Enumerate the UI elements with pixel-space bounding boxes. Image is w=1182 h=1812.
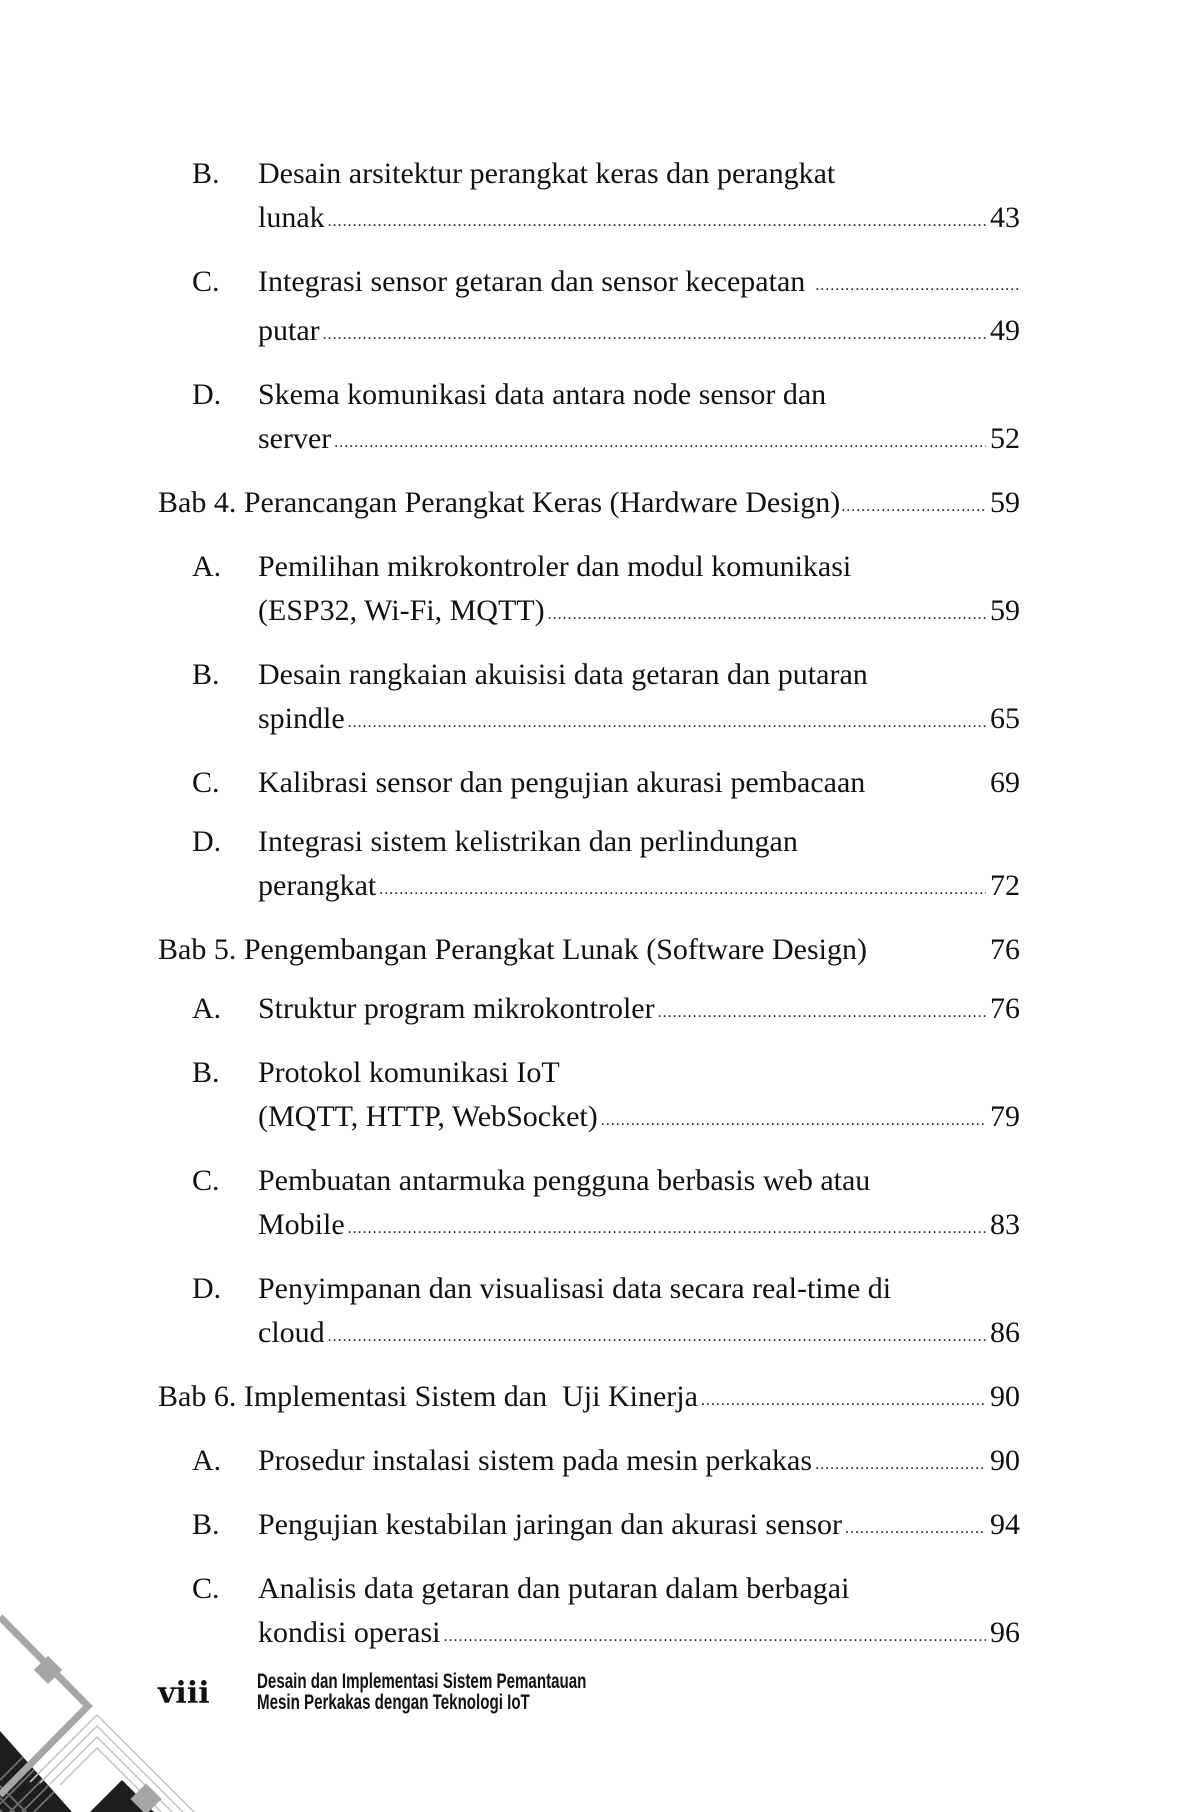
- dot-leader: [328, 200, 986, 244]
- page-number: 76: [990, 992, 1020, 1025]
- page-number: 59: [990, 486, 1020, 519]
- page-number: 65: [990, 702, 1020, 735]
- entry-letter: B.: [192, 1056, 220, 1089]
- page-number: 72: [990, 869, 1020, 902]
- toc-chapter-entry[interactable]: [158, 928, 1020, 972]
- entry-letter: B.: [192, 658, 220, 691]
- entry-title: Kalibrasi sensor dan pengujian akurasi pembacaan: [258, 766, 866, 799]
- book-title-line1: Desain dan Implementasi Sistem Pemantauan: [257, 1670, 587, 1693]
- entry-letter: B.: [192, 1508, 220, 1541]
- entry-letter: A.: [192, 1444, 222, 1477]
- entry-title: Protokol komunikasi IoT: [258, 1056, 560, 1089]
- toc-entry[interactable]: [158, 653, 1020, 746]
- toc-entry[interactable]: [158, 1439, 1020, 1488]
- page-number: 49: [990, 314, 1020, 347]
- toc-entry[interactable]: [158, 1051, 1020, 1144]
- chapter-title: Bab 4. Perancangan Perangkat Keras (Hardware Design): [158, 486, 841, 519]
- page-number: 43: [990, 201, 1020, 234]
- dot-leader: [701, 1379, 986, 1423]
- entry-letter: C.: [192, 1164, 220, 1197]
- page-number: 76: [990, 933, 1020, 966]
- entry-title-cont: cloud: [258, 1316, 325, 1349]
- entry-title: Desain arsitektur perangkat keras dan perangkat: [258, 157, 836, 190]
- entry-title: Struktur program mikrokontroler: [258, 992, 655, 1025]
- chapter-title: Bab 5. Pengembangan Perangkat Lunak (Software Design): [158, 933, 867, 966]
- page-number: 96: [990, 1616, 1020, 1649]
- toc-chapter-entry[interactable]: [158, 481, 1020, 530]
- dot-leader: [334, 421, 986, 465]
- dot-leader: [323, 313, 986, 357]
- entry-letter: B.: [192, 157, 220, 190]
- toc-entry[interactable]: [158, 545, 1020, 638]
- running-footer-title: [257, 1671, 586, 1713]
- dot-leader: [815, 264, 1020, 308]
- page-number: 52: [990, 422, 1020, 455]
- page-number: 69: [990, 766, 1020, 799]
- page-number: 79: [990, 1100, 1020, 1133]
- entry-title-cont: putar: [258, 314, 320, 347]
- toc-chapter-entry[interactable]: [158, 1375, 1020, 1424]
- entry-title: Integrasi sistem kelistrikan dan perlindungan: [258, 825, 798, 858]
- page-number: 90: [990, 1380, 1020, 1413]
- dot-leader: [841, 485, 987, 529]
- entry-title: Pemilihan mikrokontroler dan modul komunikasi: [258, 550, 852, 583]
- entry-title: Analisis data getaran dan putaran dalam berbagai: [258, 1572, 850, 1605]
- toc-entry[interactable]: [158, 373, 1020, 466]
- entry-title-cont: kondisi operasi: [258, 1616, 441, 1649]
- page-number: 90: [990, 1444, 1020, 1477]
- toc-entry[interactable]: [158, 761, 1020, 805]
- page-number: 83: [990, 1208, 1020, 1241]
- entry-title: Prosedur instalasi sistem pada mesin perkakas: [258, 1444, 813, 1477]
- dot-leader: [328, 1315, 986, 1359]
- entry-letter: C.: [192, 1572, 220, 1605]
- dot-leader: [548, 593, 986, 637]
- toc-entry[interactable]: [158, 260, 1020, 358]
- entry-letter: D.: [192, 825, 222, 858]
- entry-letter: A.: [192, 550, 222, 583]
- entry-title-cont: Mobile: [258, 1208, 345, 1241]
- toc-entry[interactable]: [158, 1267, 1020, 1360]
- toc-entry[interactable]: [158, 1567, 1020, 1660]
- page-number-footer: viii: [158, 1676, 210, 1711]
- dot-leader: [815, 1443, 986, 1487]
- toc-entry[interactable]: [158, 987, 1020, 1036]
- entry-letter: C.: [192, 265, 220, 298]
- page-number: 59: [990, 594, 1020, 627]
- chapter-title: Bab 6. Implementasi Sistem dan Uji Kinerja: [158, 1380, 698, 1413]
- book-title-line2: Mesin Perkakas dengan Teknologi IoT: [257, 1691, 530, 1714]
- entry-letter: A.: [192, 992, 222, 1025]
- entry-letter: D.: [192, 1272, 222, 1305]
- entry-letter: C.: [192, 766, 220, 799]
- dot-leader: [658, 991, 986, 1035]
- dot-leader: [443, 1615, 986, 1659]
- entry-letter: D.: [192, 378, 222, 411]
- dot-leader: [348, 1207, 986, 1251]
- entry-title: Desain rangkaian akuisisi data getaran dan putaran: [258, 658, 868, 691]
- toc-entry[interactable]: [158, 820, 1020, 913]
- table-of-contents: [158, 152, 1020, 1675]
- page-number: 86: [990, 1316, 1020, 1349]
- toc-entry[interactable]: [158, 152, 1020, 245]
- entry-title: Pengujian kestabilan jaringan dan akurasi sensor: [258, 1508, 843, 1541]
- entry-title-cont: server: [258, 422, 332, 455]
- entry-title: Penyimpanan dan visualisasi data secara real-time di: [258, 1272, 892, 1305]
- entry-title: Skema komunikasi data antara node sensor dan: [258, 378, 827, 411]
- dot-leader: [601, 1099, 986, 1143]
- entry-title-cont: lunak: [258, 201, 325, 234]
- dot-leader: [845, 1507, 986, 1551]
- entry-title-cont: perangkat: [258, 869, 377, 902]
- entry-title-cont: spindle: [258, 702, 345, 735]
- entry-title-cont: (ESP32, Wi-Fi, MQTT): [258, 594, 545, 627]
- page-number: 94: [990, 1508, 1020, 1541]
- dot-leader: [379, 868, 986, 912]
- entry-title: Pembuatan antarmuka pengguna berbasis web atau: [258, 1164, 871, 1197]
- entry-title-cont: (MQTT, HTTP, WebSocket): [258, 1100, 598, 1133]
- entry-title: Integrasi sensor getaran dan sensor kecepatan: [258, 265, 806, 298]
- toc-entry[interactable]: [158, 1503, 1020, 1552]
- toc-entry[interactable]: [158, 1159, 1020, 1252]
- dot-leader: [348, 701, 986, 745]
